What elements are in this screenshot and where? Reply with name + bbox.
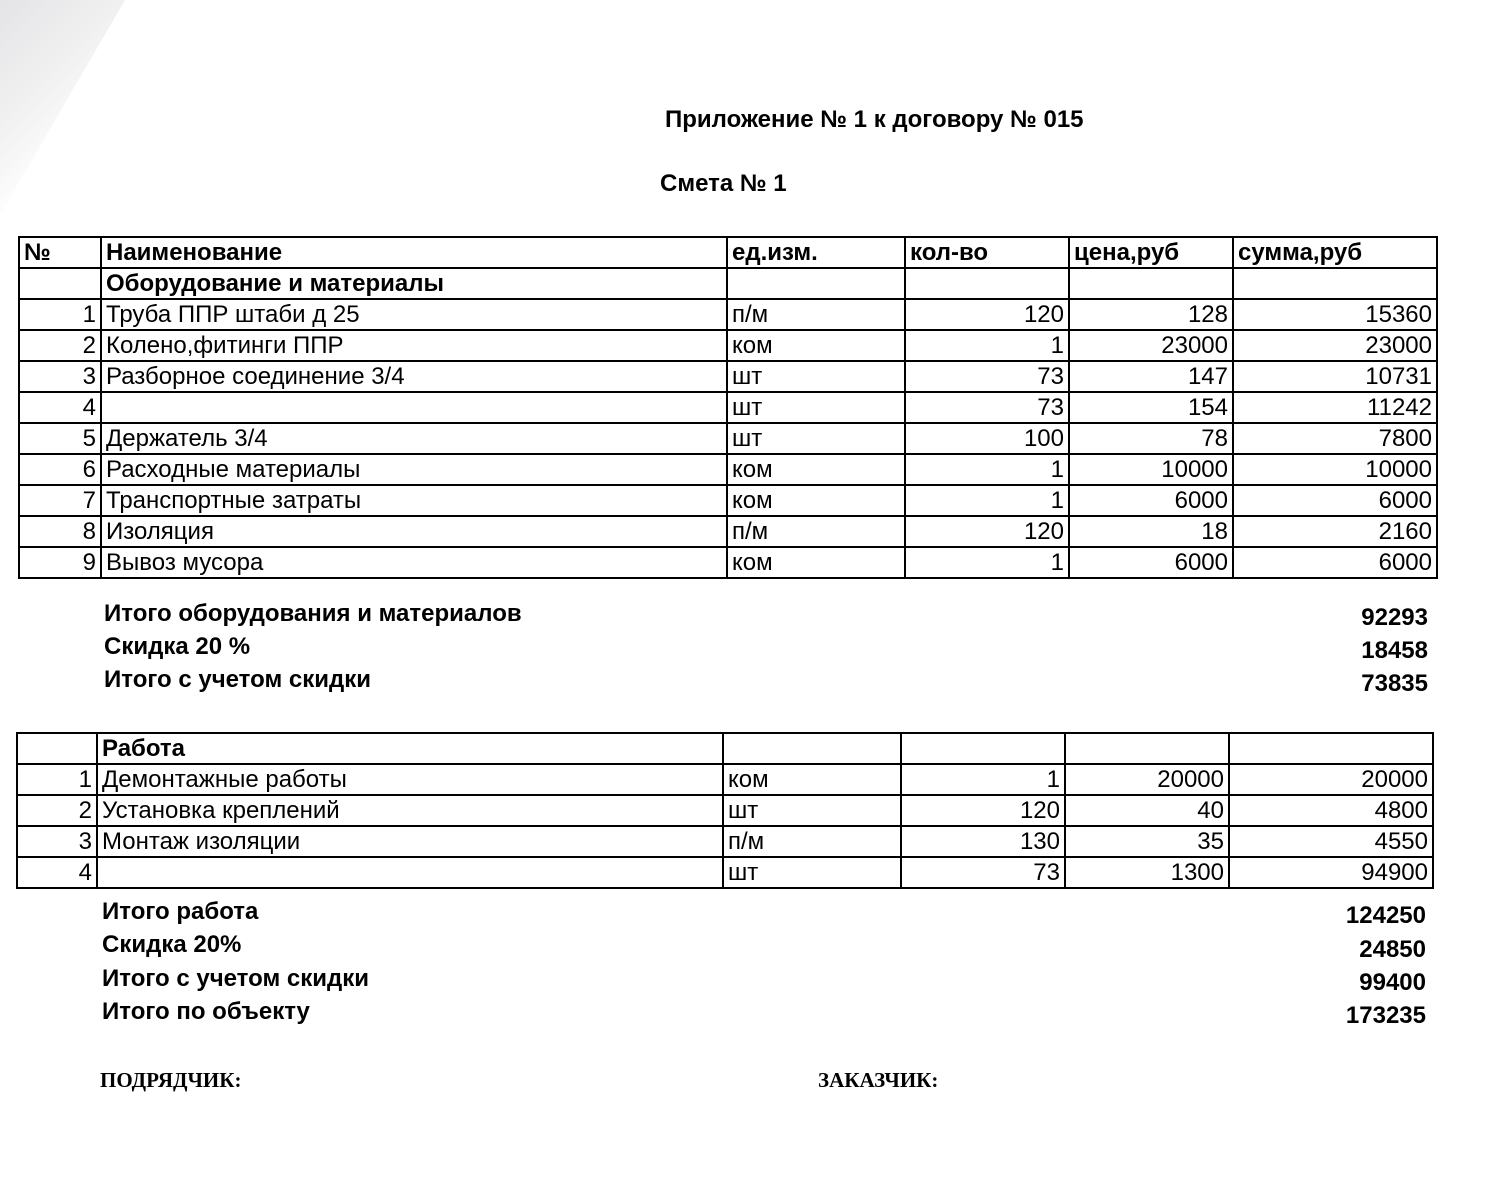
- table-row: [17, 826, 1433, 857]
- price-cell: 128: [1069, 299, 1233, 330]
- price-cell: 20000: [1065, 764, 1229, 795]
- empty-cell: [1069, 268, 1233, 299]
- table-row: [19, 392, 1437, 423]
- quantity-cell: 1: [905, 547, 1069, 578]
- sum-cell: 7800: [1233, 423, 1437, 454]
- row-number: 3: [17, 826, 97, 857]
- unit-cell: п/м: [727, 516, 905, 547]
- item-name: Транспортные затраты: [101, 485, 727, 516]
- estimate-title: Смета № 1: [660, 170, 787, 197]
- price-cell: 10000: [1069, 454, 1233, 485]
- quantity-cell: 1: [905, 330, 1069, 361]
- col-header-number: №: [19, 237, 101, 268]
- materials-table: [18, 236, 1438, 579]
- price-cell: 35: [1065, 826, 1229, 857]
- quantity-cell: 73: [901, 857, 1065, 888]
- row-number: 6: [19, 454, 101, 485]
- discount-label: Скидка 20 %: [104, 633, 251, 660]
- item-name: Демонтажные работы: [97, 764, 723, 795]
- unit-cell: ком: [723, 764, 901, 795]
- section-label: Работа: [97, 733, 723, 764]
- table-row: [19, 330, 1437, 361]
- table-row: [17, 857, 1433, 888]
- table-row: [19, 299, 1437, 330]
- row-number: 9: [19, 547, 101, 578]
- quantity-cell: 130: [901, 826, 1065, 857]
- sum-cell: 11242: [1233, 392, 1437, 423]
- row-number: 3: [19, 361, 101, 392]
- unit-cell: шт: [723, 795, 901, 826]
- empty-cell: [1229, 733, 1433, 764]
- quantity-cell: 1: [905, 485, 1069, 516]
- total-label: Итого оборудования и материалов: [104, 600, 522, 627]
- row-number: 2: [17, 795, 97, 826]
- table-row: [19, 547, 1437, 578]
- object-total-label: Итого по объекту: [102, 998, 310, 1025]
- price-cell: 1300: [1065, 857, 1229, 888]
- quantity-cell: 120: [901, 795, 1065, 826]
- empty-cell: [723, 733, 901, 764]
- row-number: 8: [19, 516, 101, 547]
- unit-cell: шт: [723, 857, 901, 888]
- table-row: [17, 795, 1433, 826]
- empty-cell: [1065, 733, 1229, 764]
- sum-cell: 10731: [1233, 361, 1437, 392]
- sum-cell: 2160: [1233, 516, 1437, 547]
- works-table: [16, 732, 1434, 889]
- empty-cell: [727, 268, 905, 299]
- row-number: 7: [19, 485, 101, 516]
- sum-cell: 20000: [1229, 764, 1433, 795]
- table-row: [19, 423, 1437, 454]
- table-row: [17, 764, 1433, 795]
- unit-cell: шт: [727, 361, 905, 392]
- unit-cell: ком: [727, 454, 905, 485]
- quantity-cell: 120: [905, 516, 1069, 547]
- discount-value: 24850: [1359, 936, 1426, 963]
- empty-cell: [901, 733, 1065, 764]
- total-discounted-label: Итого с учетом скидки: [104, 666, 371, 693]
- item-name: Монтаж изоляции: [97, 826, 723, 857]
- col-header-quantity: кол-во: [905, 237, 1069, 268]
- item-name: Разборное соединение 3/4: [101, 361, 727, 392]
- empty-cell: [905, 268, 1069, 299]
- quantity-cell: 1: [901, 764, 1065, 795]
- unit-cell: ком: [727, 485, 905, 516]
- price-cell: 147: [1069, 361, 1233, 392]
- sum-cell: 4800: [1229, 795, 1433, 826]
- row-number: 4: [19, 392, 101, 423]
- unit-cell: п/м: [723, 826, 901, 857]
- row-number: 4: [17, 857, 97, 888]
- unit-cell: ком: [727, 330, 905, 361]
- price-cell: 18: [1069, 516, 1233, 547]
- row-number: 2: [19, 330, 101, 361]
- empty-cell: [1233, 268, 1437, 299]
- table-row: [19, 361, 1437, 392]
- quantity-cell: 73: [905, 361, 1069, 392]
- price-cell: 23000: [1069, 330, 1233, 361]
- item-name: Держатель 3/4: [101, 423, 727, 454]
- sum-cell: 6000: [1233, 485, 1437, 516]
- document-title: Приложение № 1 к договору № 015: [665, 106, 1084, 133]
- sum-cell: 23000: [1233, 330, 1437, 361]
- price-cell: 154: [1069, 392, 1233, 423]
- item-name: Расходные материалы: [101, 454, 727, 485]
- table-row: [19, 485, 1437, 516]
- sum-cell: 94900: [1229, 857, 1433, 888]
- price-cell: 78: [1069, 423, 1233, 454]
- sum-cell: 4550: [1229, 826, 1433, 857]
- quantity-cell: 120: [905, 299, 1069, 330]
- item-name: Труба ППР штаби д 25: [101, 299, 727, 330]
- item-name: Колено,фитинги ППР: [101, 330, 727, 361]
- price-cell: 6000: [1069, 547, 1233, 578]
- section-row: [19, 268, 1437, 299]
- col-header-price: цена,руб: [1069, 237, 1233, 268]
- discount-value: 18458: [1361, 637, 1428, 664]
- customer-signature-label: ЗАКАЗЧИК:: [818, 1068, 939, 1092]
- total-discounted-value: 99400: [1359, 969, 1426, 996]
- price-cell: 40: [1065, 795, 1229, 826]
- quantity-cell: 1: [905, 454, 1069, 485]
- item-name: [101, 392, 727, 423]
- contractor-signature-label: ПОДРЯДЧИК:: [100, 1068, 242, 1092]
- total-value: 92293: [1361, 604, 1428, 631]
- empty-cell: [17, 733, 97, 764]
- row-number: 5: [19, 423, 101, 454]
- empty-cell: [19, 268, 101, 299]
- table-header-row: [19, 237, 1437, 268]
- col-header-name: Наименование: [101, 237, 727, 268]
- item-name: [97, 857, 723, 888]
- section-label: Оборудование и материалы: [101, 268, 727, 299]
- object-total-value: 173235: [1345, 1002, 1426, 1029]
- unit-cell: п/м: [727, 299, 905, 330]
- quantity-cell: 73: [905, 392, 1069, 423]
- unit-cell: шт: [727, 423, 905, 454]
- price-cell: 6000: [1069, 485, 1233, 516]
- row-number: 1: [19, 299, 101, 330]
- sum-cell: 15360: [1233, 299, 1437, 330]
- section-row: [17, 733, 1433, 764]
- table-row: [19, 516, 1437, 547]
- sum-cell: 10000: [1233, 454, 1437, 485]
- unit-cell: ком: [727, 547, 905, 578]
- sum-cell: 6000: [1233, 547, 1437, 578]
- total-value: 124250: [1345, 902, 1426, 929]
- item-name: Изоляция: [101, 516, 727, 547]
- total-discounted-label: Итого с учетом скидки: [102, 965, 369, 992]
- row-number: 1: [17, 764, 97, 795]
- item-name: Вывоз мусора: [101, 547, 727, 578]
- quantity-cell: 100: [905, 423, 1069, 454]
- unit-cell: шт: [727, 392, 905, 423]
- total-discounted-value: 73835: [1361, 670, 1428, 697]
- col-header-unit: ед.изм.: [727, 237, 905, 268]
- discount-label: Скидка 20%: [102, 931, 242, 958]
- col-header-sum: сумма,руб: [1233, 237, 1437, 268]
- table-row: [19, 454, 1437, 485]
- item-name: Установка креплений: [97, 795, 723, 826]
- total-label: Итого работа: [102, 898, 259, 925]
